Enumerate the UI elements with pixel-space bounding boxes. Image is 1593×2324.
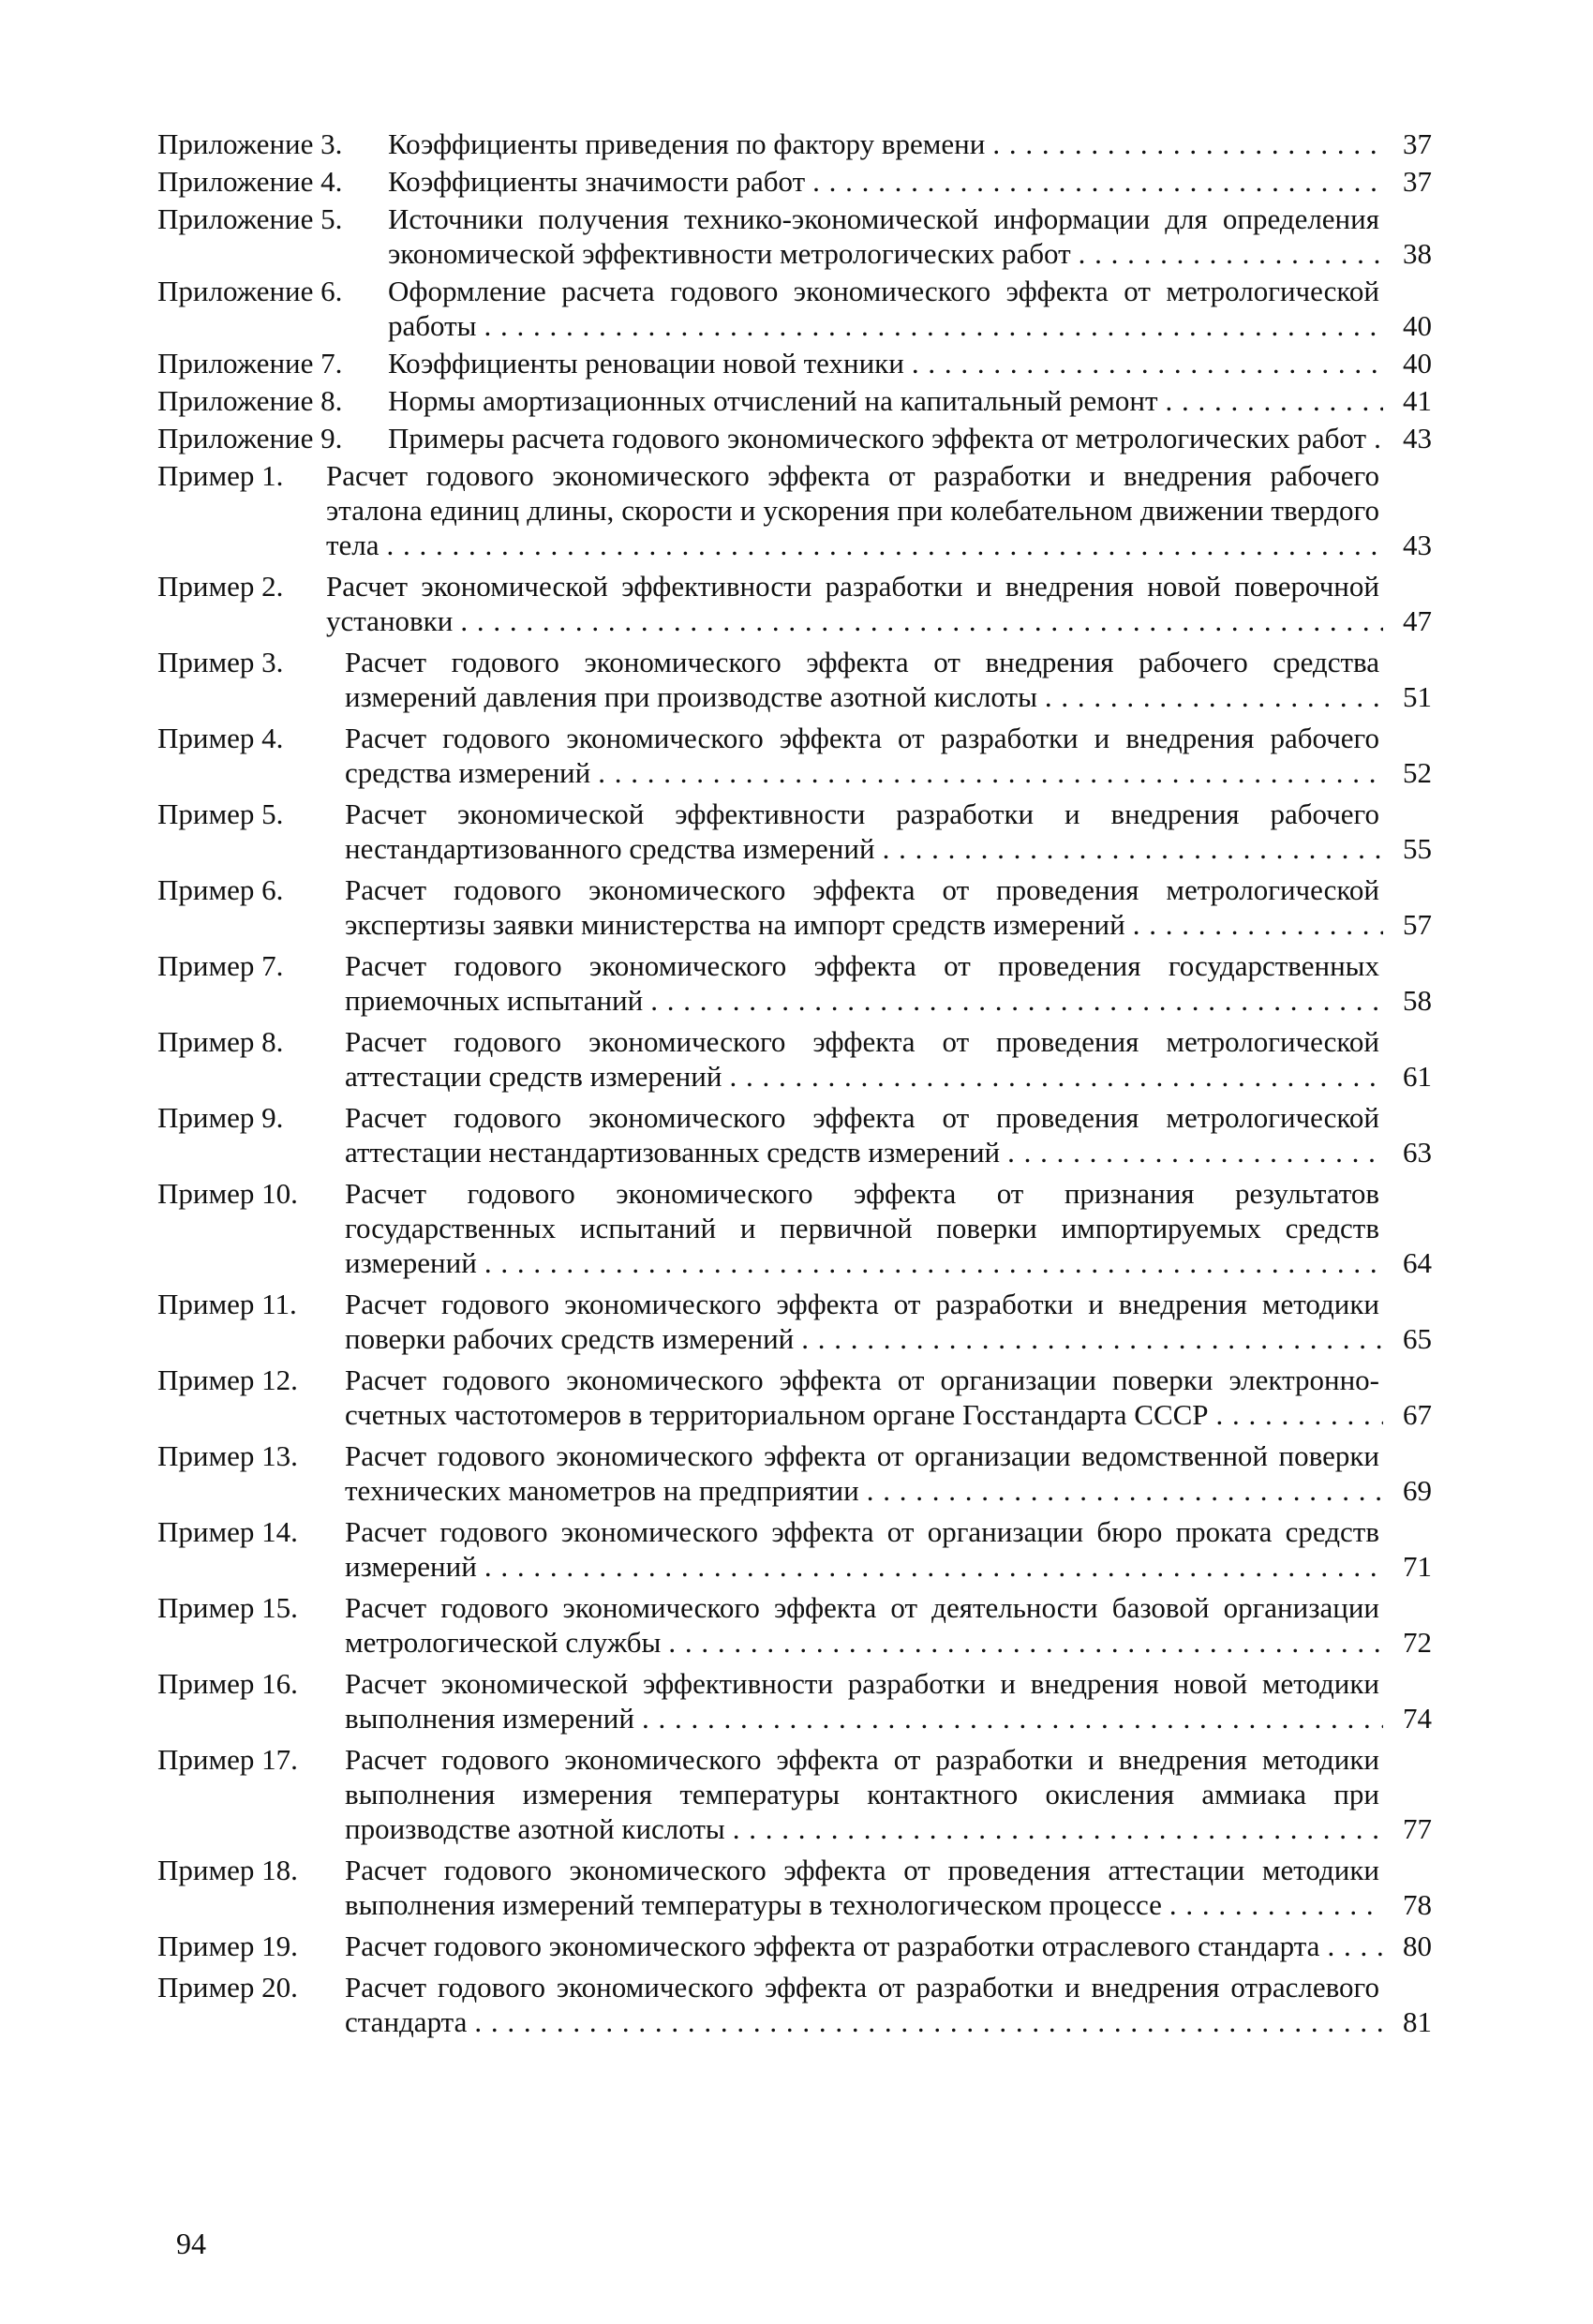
toc-entry-page: 37 <box>1403 127 1432 160</box>
toc-entry-appendix-7 <box>157 346 1432 380</box>
toc-entry-appendix-5 <box>157 201 1432 271</box>
toc-entry-label: Приложение 8. <box>157 384 343 417</box>
toc-entry-page: 40 <box>1403 347 1432 380</box>
toc-entry-label: Пример 3. <box>157 646 284 678</box>
toc-entry-title: Расчет экономической эффективности разработки и внедрения рабочего нестандартизованного средства измерений . . . <box>345 797 1383 866</box>
toc-entry-title: Расчет годового экономического эффекта от проведения государственных приемочных испытаний . . . <box>345 948 1383 1018</box>
toc-entry-title: Расчет годового экономического эффекта от разработки отраслевого стандарта . . . <box>345 1929 1383 1963</box>
toc-entry-label: Пример 16. <box>157 1667 298 1700</box>
toc-entry-appendix-3 <box>157 127 1432 161</box>
toc-entry-page: 52 <box>1403 756 1432 789</box>
toc-entry-page: 47 <box>1403 604 1432 637</box>
toc-entry-title: Нормы амортизационных отчислений на капитальный ремонт . . . <box>388 383 1383 418</box>
toc-entry-example-3 <box>157 645 1432 714</box>
toc-entry-title: Расчет годового экономического эффекта от организации бюро проката средств измерений . . . <box>345 1514 1383 1584</box>
toc-entry-label: Пример 11. <box>157 1288 297 1320</box>
toc-entry-example-7 <box>157 948 1432 1018</box>
toc-entry-title: Расчет годового экономического эффекта от организации ведомственной поверки технических манометров на предприятии . . . <box>345 1438 1383 1508</box>
toc-entry-page: 64 <box>1403 1246 1432 1279</box>
toc-entry-title: Коэффициенты значимости работ . . . <box>388 164 1383 199</box>
toc-entry-label: Пример 6. <box>157 873 284 906</box>
toc-entry-label: Пример 1. <box>157 459 284 492</box>
toc-entry-page: 58 <box>1403 984 1432 1017</box>
toc-entry-title: Расчет годового экономического эффекта от проведения метрологической аттестации нестандартизованных средств измерений . . . <box>345 1100 1383 1169</box>
toc-entry-page: 67 <box>1403 1398 1432 1431</box>
toc-entry-label: Пример 9. <box>157 1101 284 1134</box>
toc-entry-example-10 <box>157 1176 1432 1280</box>
toc-entry-label: Пример 13. <box>157 1439 298 1472</box>
toc-entry-example-18 <box>157 1853 1432 1922</box>
toc-entry-title: Коэффициенты реновации новой техники . . . <box>388 346 1383 380</box>
toc-entry-page: 77 <box>1403 1812 1432 1845</box>
toc-entry-label: Приложение 7. <box>157 347 343 380</box>
toc-entry-page: 57 <box>1403 908 1432 941</box>
toc-entry-title: Расчет годового экономического эффекта от организации поверки электронно-счетных частотомеров в территориальном органе Госстандарта СССР . . . <box>345 1363 1383 1432</box>
toc-entry-label: Пример 18. <box>157 1854 298 1886</box>
toc-entry-example-4 <box>157 721 1432 790</box>
toc-entry-appendix-4 <box>157 164 1432 199</box>
toc-entry-page: 37 <box>1403 165 1432 198</box>
toc-entry-page: 69 <box>1403 1474 1432 1507</box>
toc-entry-page: 61 <box>1403 1060 1432 1093</box>
toc-entry-label: Пример 7. <box>157 949 284 982</box>
toc-entry-label: Приложение 4. <box>157 165 343 198</box>
toc-entry-title: Источники получения технико-экономической информации для определения экономической эффективности метрологических работ . . . <box>388 201 1383 271</box>
page-number: 94 <box>176 2227 206 2260</box>
toc-entry-page: 81 <box>1403 2005 1432 2038</box>
toc-entry-title: Расчет экономической эффективности разработки и внедрения новой поверочной установки . . . <box>326 569 1383 638</box>
toc-entry-label: Приложение 9. <box>157 422 343 454</box>
toc-entry-example-11 <box>157 1287 1432 1356</box>
toc-entry-label: Пример 14. <box>157 1515 298 1548</box>
toc-entry-example-8 <box>157 1024 1432 1094</box>
toc-entry-label: Пример 12. <box>157 1363 298 1396</box>
toc-entry-title: Расчет экономической эффективности разработки и внедрения новой методики выполнения измерений . . . <box>345 1666 1383 1736</box>
toc-entry-page: 80 <box>1403 1929 1432 1962</box>
toc-entry-label: Пример 17. <box>157 1743 298 1776</box>
toc-entry-appendix-6 <box>157 274 1432 343</box>
toc-entry-example-20 <box>157 1970 1432 2039</box>
toc-entry-example-17 <box>157 1742 1432 1846</box>
toc-entry-title: Расчет годового экономического эффекта от разработки и внедрения рабочего эталона единиц длины, скорости и ускорения при колебательном движении твердого тела . . . <box>326 458 1383 562</box>
toc-entry-example-5 <box>157 797 1432 866</box>
toc-entry-example-12 <box>157 1363 1432 1432</box>
toc-entry-label: Пример 4. <box>157 722 284 754</box>
toc-entry-example-1 <box>157 458 1432 562</box>
toc-entry-label: Пример 8. <box>157 1025 284 1058</box>
toc-entry-title: Расчет годового экономического эффекта от проведения метрологической экспертизы заявки министерства на импорт средств измерений . . . <box>345 872 1383 942</box>
toc-entry-appendix-9 <box>157 421 1432 455</box>
toc-entry-page: 74 <box>1403 1702 1432 1735</box>
toc-entry-page: 71 <box>1403 1550 1432 1583</box>
toc-entry-title: Расчет годового экономического эффекта от проведения аттестации методики выполнения измерений температуры в технологическом процессе . . . <box>345 1853 1383 1922</box>
toc-entry-example-16 <box>157 1666 1432 1736</box>
toc-entry-title: Расчет годового экономического эффекта от внедрения рабочего средства измерений давления при производстве азотной кислоты . . . <box>345 645 1383 714</box>
toc-entry-title: Примеры расчета годового экономического эффекта от метрологических работ . . . <box>388 421 1383 455</box>
table-of-contents <box>157 127 1432 2046</box>
toc-entry-title: Расчет годового экономического эффекта от проведения метрологической аттестации средств измерений . . . <box>345 1024 1383 1094</box>
toc-entry-title: Расчет годового экономического эффекта от разработки и внедрения отраслевого стандарта . . . <box>345 1970 1383 2039</box>
toc-entry-title: Коэффициенты приведения по фактору времени . . . <box>388 127 1383 161</box>
toc-entry-page: 55 <box>1403 832 1432 865</box>
toc-entry-label: Пример 5. <box>157 797 284 830</box>
toc-entry-label: Пример 15. <box>157 1591 298 1624</box>
toc-entry-label: Приложение 3. <box>157 127 343 160</box>
toc-entry-label: Приложение 6. <box>157 275 343 307</box>
toc-entry-title: Расчет годового экономического эффекта от деятельности базовой организации метрологической службы . . . <box>345 1590 1383 1660</box>
toc-entry-page: 72 <box>1403 1626 1432 1659</box>
toc-entry-page: 38 <box>1403 237 1432 270</box>
toc-entry-page: 40 <box>1403 309 1432 342</box>
toc-entry-example-9 <box>157 1100 1432 1169</box>
toc-entry-label: Пример 19. <box>157 1929 298 1962</box>
toc-entry-page: 65 <box>1403 1322 1432 1355</box>
toc-entry-page: 41 <box>1403 384 1432 417</box>
toc-entry-page: 63 <box>1403 1136 1432 1169</box>
toc-entry-label: Пример 20. <box>157 1971 298 2004</box>
toc-entry-label: Пример 2. <box>157 570 284 603</box>
toc-entry-label: Приложение 5. <box>157 202 343 235</box>
toc-entry-page: 78 <box>1403 1888 1432 1921</box>
toc-entry-title: Расчет годового экономического эффекта от разработки и внедрения методики выполнения измерения температуры контактного окисления аммиака при производстве азотной кислоты . . . <box>345 1742 1383 1846</box>
toc-entry-appendix-8 <box>157 383 1432 418</box>
toc-entry-example-2 <box>157 569 1432 638</box>
toc-entry-page: 43 <box>1403 422 1432 454</box>
toc-entry-example-19 <box>157 1929 1432 1963</box>
toc-entry-example-14 <box>157 1514 1432 1584</box>
toc-entry-title: Оформление расчета годового экономического эффекта от метрологической работы . . . <box>388 274 1383 343</box>
toc-entry-title: Расчет годового экономического эффекта от признания результатов государственных испытаний и первичной поверки импортируемых средств измерений . . . <box>345 1176 1383 1280</box>
toc-entry-title: Расчет годового экономического эффекта от разработки и внедрения методики поверки рабочих средств измерений . . . <box>345 1287 1383 1356</box>
toc-entry-title: Расчет годового экономического эффекта от разработки и внедрения рабочего средства измерений . . . <box>345 721 1383 790</box>
toc-entry-page: 43 <box>1403 529 1432 561</box>
toc-entry-example-15 <box>157 1590 1432 1660</box>
toc-entry-example-6 <box>157 872 1432 942</box>
toc-entry-example-13 <box>157 1438 1432 1508</box>
toc-entry-page: 51 <box>1403 680 1432 713</box>
toc-entry-label: Пример 10. <box>157 1177 298 1210</box>
